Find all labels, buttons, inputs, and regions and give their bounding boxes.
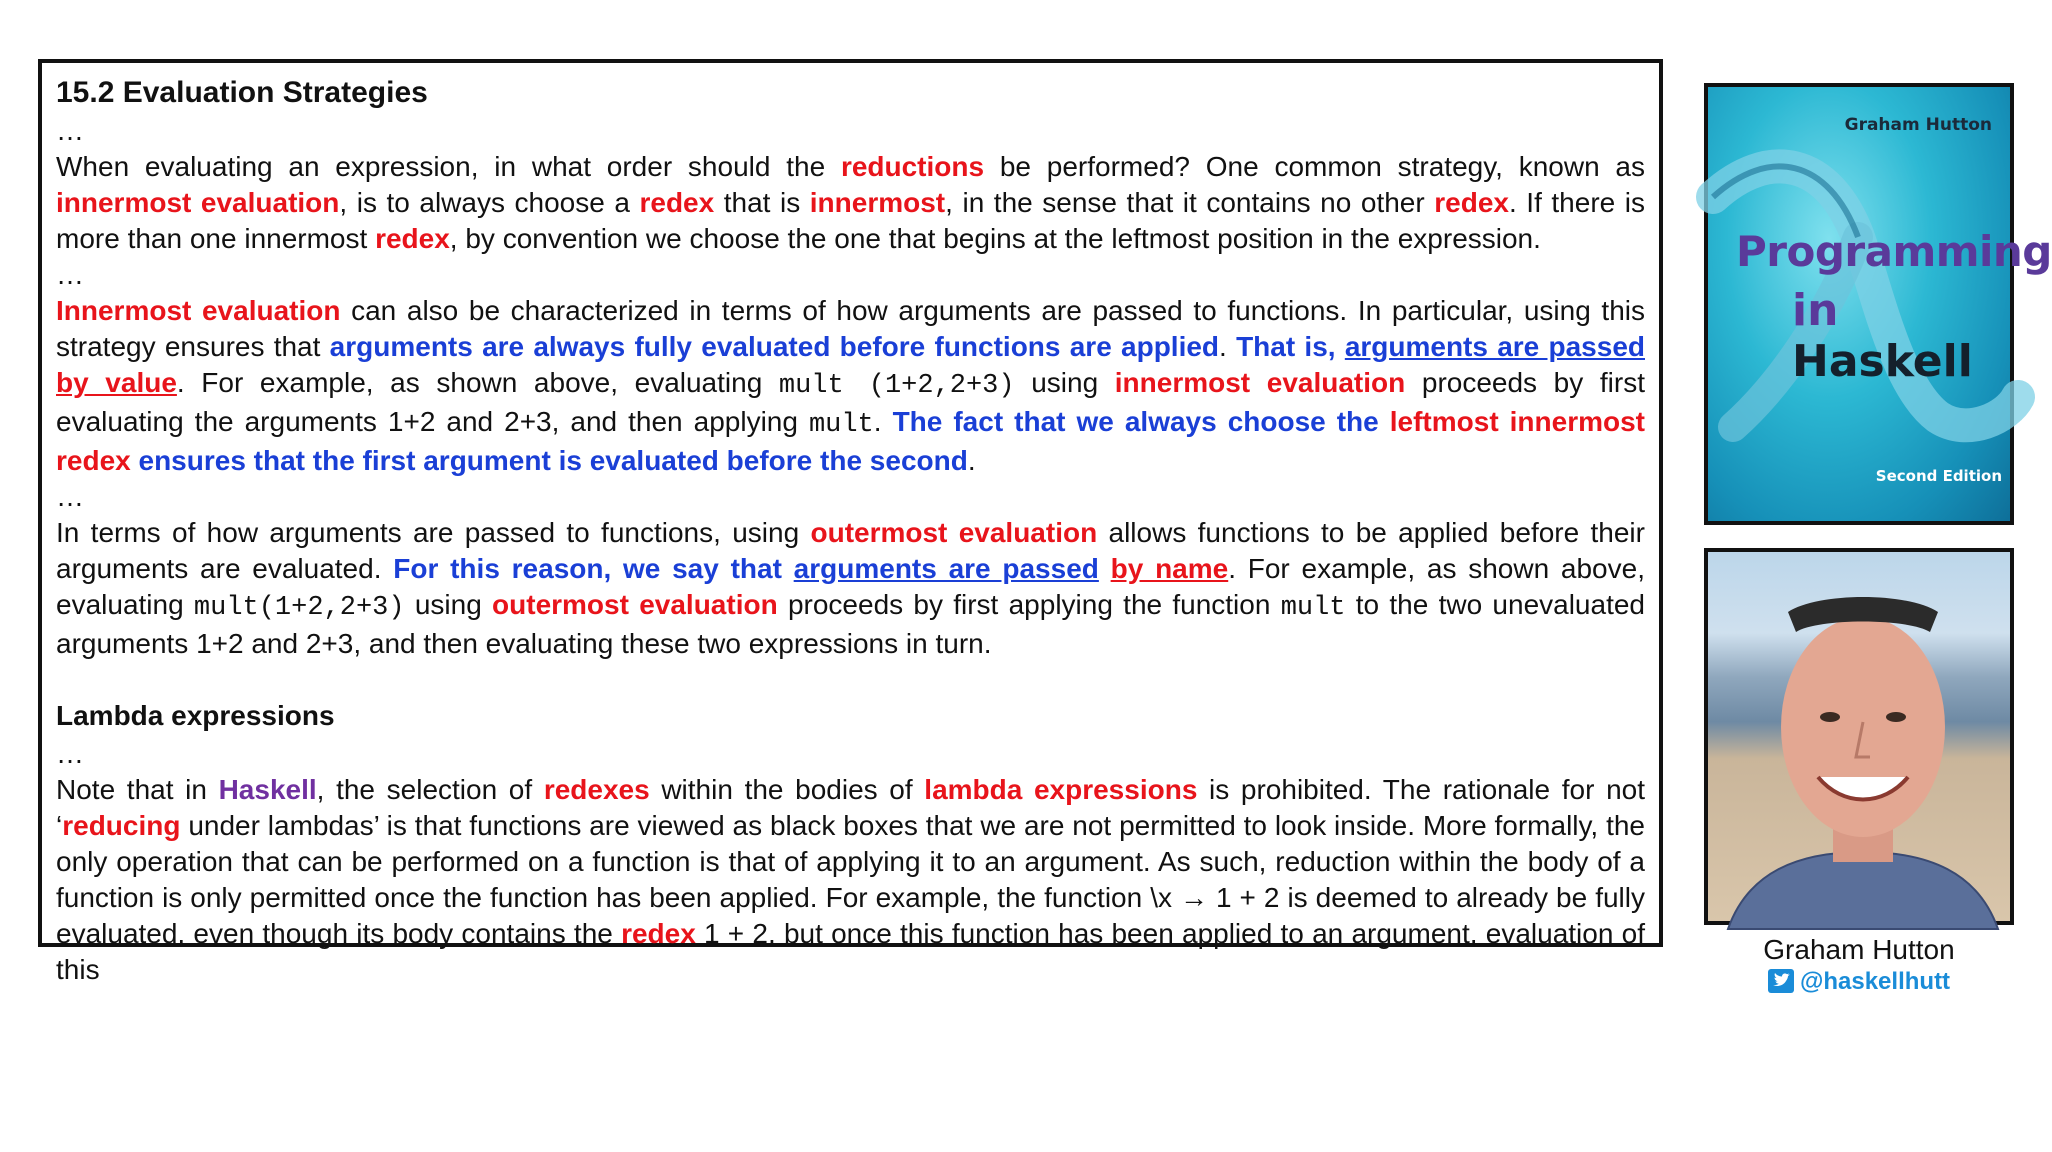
book-author: Graham Hutton — [1844, 115, 1992, 135]
term-haskell: Haskell — [218, 774, 317, 805]
twitter-handle[interactable]: @haskellhutt — [1704, 968, 2014, 996]
subheading-lambda: Lambda expressions — [56, 700, 335, 731]
term-leftmost-innermost-redex: leftmost innermost redex — [56, 406, 1646, 476]
author-name: Graham Hutton — [1763, 934, 1955, 965]
paragraph-lambda: Note that in Haskell, the selection of redexes within the bodies of lambda expressions is prohibited. The rationale for not ‘reducing under lambdas’ is that functions are viewed as black boxes that we are not permitted to look inside. More formally, the only operation that can be performed on a function is that of applying it to an argument. As such, reduction within the body of a function is only permitted once the function has been applied. For example, the function \x → 1 + 2 is deemed to already be fully evaluated, even though its body contains the redex 1 + 2, but once this function has been applied to an argument, evaluation of this — [56, 774, 1645, 985]
term-by-value: by value — [56, 367, 177, 398]
code-mult-args: mult (1+2,2+3) — [778, 371, 1015, 401]
term-reductions: reductions — [840, 151, 985, 182]
paragraph-innermost-evaluation: When evaluating an expression, in what order should the reductions be performed? One common strategy, known as innermost evaluation, is to always choose a redex that is innermost, in the sense that it contains no other redex. If there is more than one innermost redex, by convention we choose the one that begins at the leftmost position in the expression. — [56, 151, 1645, 254]
book-title-line2: in Haskell — [1792, 285, 1973, 387]
slide-text-box — [38, 59, 1663, 985]
ellipsis: … — [56, 115, 84, 146]
term-reducing: reducing — [62, 810, 181, 841]
ellipsis: … — [56, 738, 84, 769]
paragraph-call-by-name: In terms of how arguments are passed to functions, using outermost evaluation allows functions to be applied before their arguments are evaluated. For this reason, we say that arguments are passed by name. For example, as shown above, evaluating mult(1+2,2+3) using outermost evaluation proceeds by first applying the function mult to the two unevaluated arguments 1+2 and 2+3, and then evaluating these two expressions in turn. — [56, 517, 1645, 659]
book-cover — [1704, 83, 2052, 525]
term-innermost-evaluation: innermost evaluation — [1114, 367, 1406, 398]
term-innermost: innermost — [809, 187, 946, 218]
term-redex: redex — [1434, 187, 1509, 218]
paragraph-call-by-value: Innermost evaluation can also be characterized in terms of how arguments are passed to functions. In particular, using this strategy ensures that arguments are always fully evaluated before functions are applied. That is, arguments are passed by value. For example, as shown above, evaluating mult (1+2,2+3) using innermost evaluation proceeds by first evaluating the arguments 1+2 and 2+3, and then applying mult. The fact that we always choose the leftmost innermost redex ensures that the first argument is evaluated before the second. — [56, 295, 1646, 476]
emphasis-args-evaluated: arguments are always fully evaluated before functions are applied — [329, 331, 1220, 362]
book-title: Programming — [1736, 227, 2052, 276]
term-arguments-passed: arguments are passed — [1344, 331, 1645, 362]
term-redex: redex — [621, 918, 696, 949]
term-redex: redex — [375, 223, 450, 254]
twitter-icon — [1768, 969, 1794, 993]
code-mult: mult — [808, 410, 874, 440]
term-redexes: redexes — [543, 774, 650, 805]
term-redex: redex — [639, 187, 715, 218]
term-arguments-passed: arguments are passed — [793, 553, 1099, 584]
ellipsis: … — [56, 259, 84, 290]
term-outermost-evaluation: outermost evaluation — [810, 517, 1098, 548]
term-by-name: by name — [1110, 553, 1229, 584]
section-heading: 15.2 Evaluation Strategies — [56, 76, 428, 109]
code-mult: mult — [1280, 593, 1346, 623]
ellipsis: … — [56, 481, 84, 512]
term-outermost-evaluation: outermost evaluation — [492, 589, 778, 620]
term-innermost-evaluation: Innermost evaluation — [56, 295, 341, 326]
term-innermost-evaluation: innermost evaluation — [56, 187, 340, 218]
term-lambda-expressions: lambda expressions — [924, 774, 1198, 805]
code-mult-args: mult(1+2,2+3) — [193, 593, 405, 623]
author-photo — [1704, 548, 2014, 925]
book-edition: Second Edition — [1875, 467, 2002, 485]
